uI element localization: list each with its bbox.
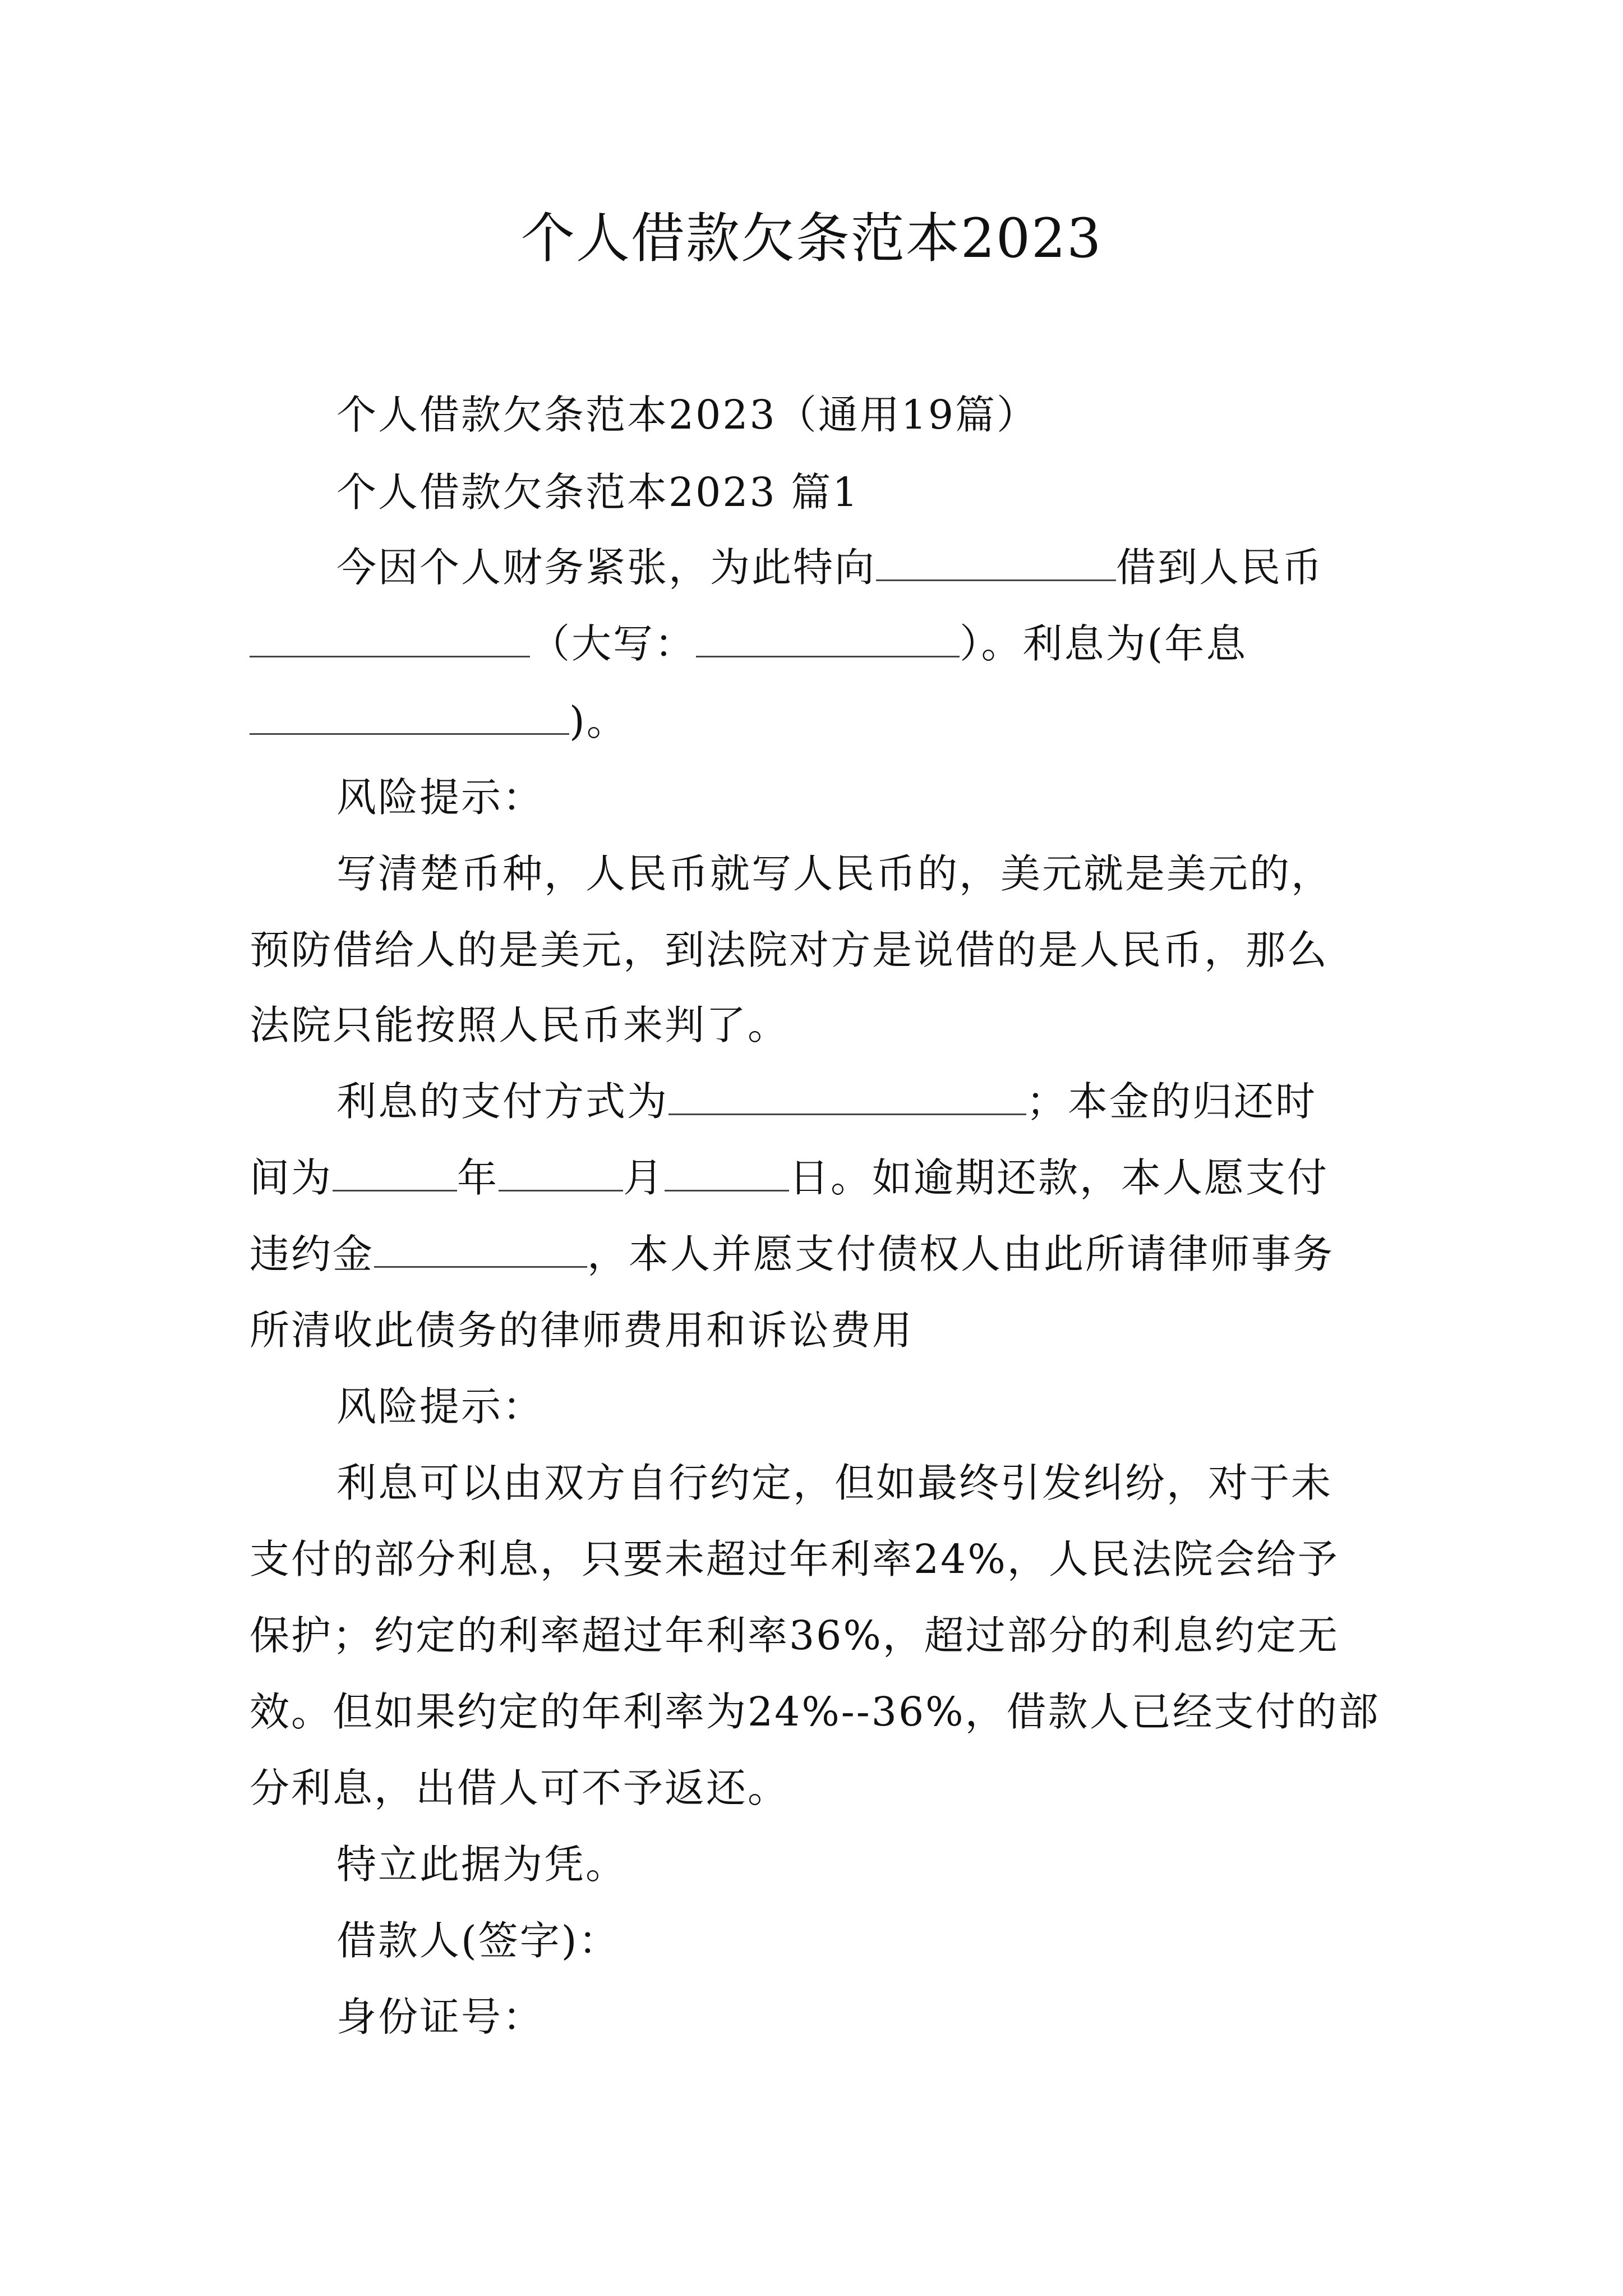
text-fragment: 借到人民币: [1116, 544, 1324, 591]
paragraph-4-line-1: 利息可以由双方自行约定，但如最终引发纠纷，对于未: [336, 1460, 1333, 1506]
fill-blank-lender[interactable]: [876, 545, 1116, 581]
text-fragment: 间为: [250, 1154, 333, 1201]
closing-statement: 特立此据为凭。: [336, 1841, 628, 1888]
text-fragment: ；本金的归还时: [1026, 1078, 1317, 1125]
document-subtitle: 个人借款欠条范本2023（通用19篇）: [336, 392, 1039, 438]
paragraph-2-line-2: 预防借给人的是美元，到法院对方是说借的是人民币，那么: [250, 927, 1329, 973]
risk-label: 风险提示：: [336, 774, 545, 821]
paragraph-3-line-1: [336, 1074, 1317, 1130]
text-fragment: 日。如逾期还款，本人愿支付: [789, 1154, 1329, 1201]
paragraph-1-line-3: [250, 693, 628, 749]
paragraph-3-line-2: [250, 1150, 1329, 1206]
paragraph-3-line-3: [250, 1226, 1334, 1282]
paragraph-1-line-1: [336, 540, 1324, 596]
paragraph-3-line-4: 所清收此债务的律师费用和诉讼费用: [250, 1307, 914, 1354]
paragraph-2-line-1: 写清楚币种，人民币就写人民币的，美元就是美元的，: [336, 850, 1333, 897]
section-heading: 个人借款欠条范本2023 篇1: [336, 469, 860, 516]
fill-blank-interest[interactable]: [250, 698, 569, 735]
paragraph-2-line-3: 法院只能按照人民币来判了。: [250, 1002, 790, 1048]
paragraph-4-line-2: 支付的部分利息，只要未超过年利率24%，人民法院会给予: [250, 1536, 1339, 1582]
text-fragment: )。: [569, 698, 628, 744]
text-fragment: 违约金: [250, 1231, 375, 1277]
fill-blank-year[interactable]: [333, 1155, 457, 1191]
fill-blank-penalty[interactable]: [374, 1231, 587, 1268]
text-fragment: ，本人并愿支付债权人由此所请律师事务: [587, 1231, 1335, 1277]
signature-label: 借款人(签字)：: [336, 1917, 620, 1964]
paragraph-4-line-5: 分利息，出借人可不予返还。: [250, 1765, 790, 1811]
fill-blank-payment-method[interactable]: [668, 1079, 1026, 1115]
fill-blank-amount[interactable]: [250, 621, 530, 657]
paragraph-1-line-2: [250, 616, 1247, 672]
risk-label: 风险提示：: [336, 1383, 545, 1430]
fill-blank-day[interactable]: [665, 1155, 789, 1191]
paragraph-4-line-4: 效。但如果约定的年利率为24%--36%，借款人已经支付的部: [250, 1688, 1380, 1735]
id-number-label: 身份证号：: [336, 1994, 545, 2040]
text-fragment: 利息的支付方式为: [336, 1078, 669, 1125]
fill-blank-amount-uppercase[interactable]: [696, 621, 960, 657]
paragraph-4-line-3: 保护；约定的利率超过年利率36%，超过部分的利息约定无: [250, 1612, 1339, 1659]
text-fragment: ）。利息为(年息: [960, 620, 1248, 667]
document-title: 个人借款欠条范本2023: [520, 207, 1103, 270]
fill-blank-month[interactable]: [499, 1155, 623, 1191]
text-fragment: 月: [623, 1154, 665, 1201]
text-fragment: （大写：: [530, 620, 697, 667]
text-fragment: 今因个人财务紧张，为此特向: [336, 544, 877, 591]
text-fragment: 年: [457, 1154, 499, 1201]
